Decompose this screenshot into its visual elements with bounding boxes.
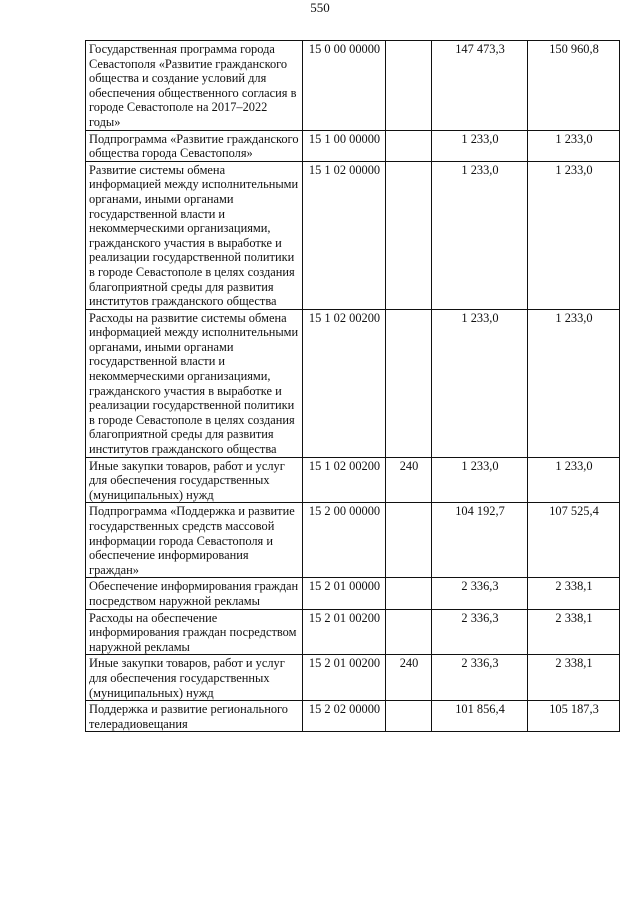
row-name: Расходы на обеспечение информирования граждан посредством наружной рекламы — [86, 609, 303, 655]
row-value-2: 107 525,4 — [528, 503, 620, 578]
row-expense-type — [386, 161, 432, 309]
row-value-2: 1 233,0 — [528, 309, 620, 457]
table-row — [86, 655, 620, 701]
row-name: Поддержка и развитие регионального телерадиовещания — [86, 701, 303, 732]
row-code: 15 1 02 00200 — [303, 309, 386, 457]
table-row — [86, 503, 620, 578]
row-value-1: 101 856,4 — [432, 701, 528, 732]
row-code: 15 1 02 00200 — [303, 457, 386, 503]
row-expense-type — [386, 309, 432, 457]
table-row — [86, 609, 620, 655]
row-name: Расходы на развитие системы обмена информацией между исполнительными органами, иными органами государственной власти и некоммерческими организациями, гражданского участия в выработке и реализации государственной политики в городе Севастополе в целях создания благоприятной среды для развития институтов гражданского общества — [86, 309, 303, 457]
row-value-1: 2 336,3 — [432, 655, 528, 701]
row-name: Государственная программа города Севастополя «Развитие гражданского общества и создание условий для обеспечения общественного согласия в городе Севастополе на 2017–2022 годы» — [86, 41, 303, 131]
budget-table-body — [86, 41, 620, 732]
row-value-1: 2 336,3 — [432, 609, 528, 655]
row-expense-type — [386, 41, 432, 131]
row-name: Подпрограмма «Поддержка и развитие государственных средств массовой информации города Севастополя и обеспечение информирования граждан» — [86, 503, 303, 578]
row-code: 15 0 00 00000 — [303, 41, 386, 131]
table-row — [86, 578, 620, 609]
row-name: Обеспечение информирования граждан посредством наружной рекламы — [86, 578, 303, 609]
row-name: Развитие системы обмена информацией между исполнительными органами, иными органами государственной власти и некоммерческими организациями, гражданского участия в выработке и реализации государственной политики в городе Севастополе в целях создания благоприятной среды для развития институтов гражданского общества — [86, 161, 303, 309]
table-row — [86, 701, 620, 732]
row-expense-type — [386, 609, 432, 655]
row-value-1: 147 473,3 — [432, 41, 528, 131]
table-row — [86, 130, 620, 161]
row-expense-type — [386, 578, 432, 609]
row-value-2: 105 187,3 — [528, 701, 620, 732]
row-expense-type: 240 — [386, 655, 432, 701]
row-value-2: 2 338,1 — [528, 609, 620, 655]
table-row — [86, 457, 620, 503]
row-code: 15 2 02 00000 — [303, 701, 386, 732]
row-value-1: 1 233,0 — [432, 309, 528, 457]
row-name: Иные закупки товаров, работ и услуг для обеспечения государственных (муниципальных) нужд — [86, 655, 303, 701]
row-code: 15 2 00 00000 — [303, 503, 386, 578]
row-value-2: 1 233,0 — [528, 457, 620, 503]
row-value-1: 1 233,0 — [432, 130, 528, 161]
row-code: 15 2 01 00200 — [303, 609, 386, 655]
row-value-1: 104 192,7 — [432, 503, 528, 578]
table-row — [86, 161, 620, 309]
row-value-2: 2 338,1 — [528, 578, 620, 609]
row-value-1: 1 233,0 — [432, 161, 528, 309]
table-row — [86, 309, 620, 457]
row-name: Иные закупки товаров, работ и услуг для обеспечения государственных (муниципальных) нужд — [86, 457, 303, 503]
row-code: 15 1 00 00000 — [303, 130, 386, 161]
budget-table — [85, 40, 620, 732]
table-row — [86, 41, 620, 131]
row-value-2: 1 233,0 — [528, 161, 620, 309]
row-expense-type — [386, 701, 432, 732]
row-expense-type — [386, 130, 432, 161]
row-value-2: 150 960,8 — [528, 41, 620, 131]
row-value-2: 2 338,1 — [528, 655, 620, 701]
row-code: 15 2 01 00200 — [303, 655, 386, 701]
row-name: Подпрограмма «Развитие гражданского общества города Севастополя» — [86, 130, 303, 161]
row-expense-type: 240 — [386, 457, 432, 503]
row-code: 15 1 02 00000 — [303, 161, 386, 309]
row-value-2: 1 233,0 — [528, 130, 620, 161]
row-value-1: 1 233,0 — [432, 457, 528, 503]
row-code: 15 2 01 00000 — [303, 578, 386, 609]
row-expense-type — [386, 503, 432, 578]
page-number: 550 — [310, 0, 330, 15]
row-value-1: 2 336,3 — [432, 578, 528, 609]
